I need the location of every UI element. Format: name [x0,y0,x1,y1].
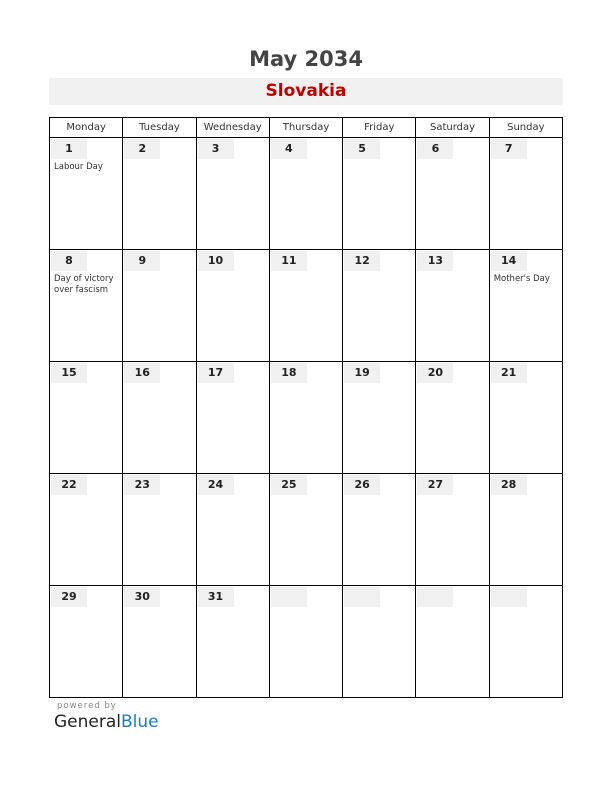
day-number: 31 [198,587,234,607]
day-cell [489,474,562,586]
day-cell [416,138,489,250]
weekday-wednesday: Wednesday [196,118,269,138]
day-cell [123,250,196,362]
day-number: 7 [491,139,527,159]
weekday-header [50,118,563,138]
day-cell [489,586,562,698]
day-cell [343,138,416,250]
weekday-sunday: Sunday [489,118,562,138]
day-cell [416,362,489,474]
holiday-label: Day of victory over fascism [54,274,114,295]
day-cell [50,362,123,474]
day-cell [196,474,269,586]
day-cell [196,138,269,250]
weekday-saturday: Saturday [416,118,489,138]
day-cell [343,586,416,698]
day-number: 5 [344,139,380,159]
day-cell [50,250,123,362]
day-number: 16 [124,363,160,383]
day-number: 10 [198,251,234,271]
week-row [50,138,563,250]
day-cell [489,138,562,250]
brand-general: General [54,712,121,732]
day-number: 21 [491,363,527,383]
day-cell [269,138,342,250]
day-number: 23 [124,475,160,495]
day-cell [50,138,123,250]
weekday-thursday: Thursday [269,118,342,138]
day-cell [416,250,489,362]
brand-blue: Blue [121,712,159,732]
day-number: 15 [51,363,87,383]
day-cell [489,362,562,474]
day-cell [123,474,196,586]
weekday-monday: Monday [50,118,123,138]
day-cell [343,474,416,586]
day-number: 2 [124,139,160,159]
generalblue-logo[interactable] [54,712,159,732]
week-row [50,586,563,698]
day-number: 28 [491,475,527,495]
day-cell [123,362,196,474]
day-cell [196,250,269,362]
week-row [50,250,563,362]
day-cell [269,362,342,474]
day-cell [196,586,269,698]
day-cell [269,586,342,698]
day-cell [343,362,416,474]
day-cell [489,250,562,362]
day-number: 8 [51,251,87,271]
weekday-friday: Friday [343,118,416,138]
weekday-tuesday: Tuesday [123,118,196,138]
day-number: 9 [124,251,160,271]
day-number [491,587,527,607]
day-cell [416,474,489,586]
day-cell [50,474,123,586]
day-cell [123,586,196,698]
day-cell [123,138,196,250]
day-cell [343,250,416,362]
day-cell [196,362,269,474]
day-number: 14 [491,251,527,271]
day-number: 1 [51,139,87,159]
day-number: 12 [344,251,380,271]
day-number: 20 [417,363,453,383]
day-number: 6 [417,139,453,159]
day-cell [269,474,342,586]
day-number [417,587,453,607]
calendar-grid [49,117,563,698]
day-number: 29 [51,587,87,607]
week-row [50,474,563,586]
day-number: 24 [198,475,234,495]
day-number: 4 [271,139,307,159]
day-number [344,587,380,607]
day-number: 11 [271,251,307,271]
day-number: 22 [51,475,87,495]
day-number [271,587,307,607]
day-number: 25 [271,475,307,495]
day-number: 19 [344,363,380,383]
country-banner: Slovakia [49,78,563,105]
day-number: 17 [198,363,234,383]
week-row [50,362,563,474]
day-number: 13 [417,251,453,271]
holiday-label: Mother's Day [493,274,550,284]
powered-by: powered by [57,701,117,711]
day-cell [416,586,489,698]
page-title: May 2034 [249,47,363,71]
holiday-label: Labour Day [54,162,103,172]
day-number: 27 [417,475,453,495]
day-cell [269,250,342,362]
day-cell [50,586,123,698]
day-number: 3 [198,139,234,159]
day-number: 30 [124,587,160,607]
day-number: 26 [344,475,380,495]
day-number: 18 [271,363,307,383]
